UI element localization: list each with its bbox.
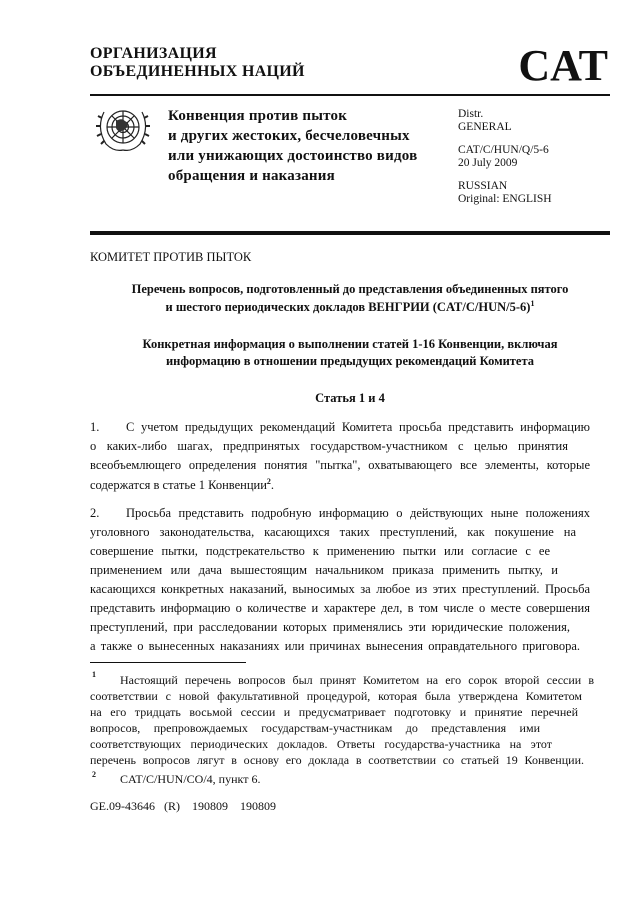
convention-title-line: обращения и наказания	[168, 168, 335, 184]
heading-2-line: информацию в отношении предыдущих рекомендаций Комитета	[165, 354, 535, 368]
distr-label: Distr.	[458, 108, 484, 120]
para-2-number: 2.	[90, 506, 100, 520]
footnote-2-mark: 2	[92, 770, 96, 779]
committee-name: КОМИТЕТ ПРОТИВ ПЫТОК	[90, 250, 252, 264]
para-1-line: С учетом предыдущих рекомендаций Комитета просьба представить информацию	[126, 420, 590, 434]
para-1-line: всеобъемлющего определения понятия "пытка", охватывающего все элементы, которые	[90, 458, 590, 472]
para-2-line: применением или дача вышестоящим начальником приказа применить пытку, и	[90, 563, 558, 577]
heading-1-line	[90, 299, 610, 315]
footnote-1-line: соответствующих периодических докладов. Ответы государства-участника на этот	[90, 737, 552, 751]
footnote-1-line: на его тридцать восьмой сессии и предусматривает подготовку и принятие перечней	[90, 705, 578, 719]
footnote-2-text: CAT/C/HUN/CO/4, пункт 6.	[120, 772, 261, 786]
para-1-number: 1.	[90, 420, 100, 434]
header-thick-rule	[90, 231, 610, 235]
job-number: GE.09-43646 (R) 190809 190809	[90, 799, 276, 813]
distr-value: GENERAL	[458, 121, 512, 133]
heading-1-text: и шестого периодических докладов ВЕНГРИИ (CAT/C/HUN/5-6)	[165, 300, 531, 315]
heading-2-line: Конкретная информация о выполнении статей 1-16 Конвенции, включая	[142, 337, 558, 351]
org-name-line2: ОБЪЕДИНЕННЫХ НАЦИЙ	[90, 63, 305, 80]
convention-title-line: или унижающих достоинство видов	[168, 148, 418, 164]
doc-symbol: CAT/C/HUN/Q/5-6	[458, 144, 549, 156]
footnote-ref[interactable]: 1	[530, 299, 535, 308]
heading-1-line: Перечень вопросов, подготовленный до представления объединенных пятого	[131, 282, 569, 296]
para-2-line: касающихся конкретных наказаний, выносимых за любое из этих преступлений. Просьба	[90, 582, 590, 596]
un-emblem-icon	[94, 102, 152, 154]
doc-language: RUSSIAN	[458, 180, 508, 192]
convention-title-line: и других жестоких, бесчеловечных	[168, 128, 410, 144]
footnote-ref[interactable]: 2	[266, 477, 271, 486]
para-2-line: представить информацию о количестве и характере дел, в том числе о месте совершения	[90, 601, 590, 615]
para-1-period: .	[270, 478, 275, 493]
para-1-line: о каких-либо шагах, предпринятых государством-участником с целью принятия	[90, 439, 568, 453]
footnote-1-line: перечень вопросов лягут в основу его доклада в соответствии со статьей 19 Конвенции.	[90, 753, 584, 767]
para-2-line: уголовного законодательства, касающихся таких преступлений, как покушение на	[90, 525, 576, 539]
document-symbol-large: CAT	[518, 41, 608, 90]
footnote-1-line: соответствии с новой факультативной процедурой, которая была утверждена Комитетом	[90, 689, 582, 703]
footnote-separator	[90, 662, 246, 663]
para-1-text: содержатся в статье 1 Конвенции	[90, 478, 267, 493]
para-1-line	[90, 477, 274, 493]
convention-title-line: Конвенция против пыток	[168, 108, 348, 124]
heading-article: Статья 1 и 4	[315, 391, 385, 405]
para-2-line: а также о вынесенных наказаниях или причинах вынесения оправдательного приговора.	[90, 639, 580, 653]
para-2-line: преступлений, при расследовании которых применялись эти юридические положения,	[90, 620, 570, 634]
doc-date: 20 July 2009	[458, 157, 518, 169]
para-2-line: совершение пытки, подстрекательство к применению пытки или согласие с ее	[90, 544, 550, 558]
para-2-line: Просьба представить подробную информацию о действующих ныне положениях	[126, 506, 590, 520]
org-name-line1: ОРГАНИЗАЦИЯ	[90, 45, 217, 62]
footnote-1-line: Настоящий перечень вопросов был принят Комитетом на его сорок второй сессии в	[120, 673, 594, 687]
footnote-1-line: вопросов, препровождаемых государствам-участникам до представления ими	[90, 721, 540, 735]
original-language: Original: ENGLISH	[458, 193, 552, 205]
footnote-1-mark: 1	[92, 670, 96, 679]
header-rule	[90, 94, 610, 96]
